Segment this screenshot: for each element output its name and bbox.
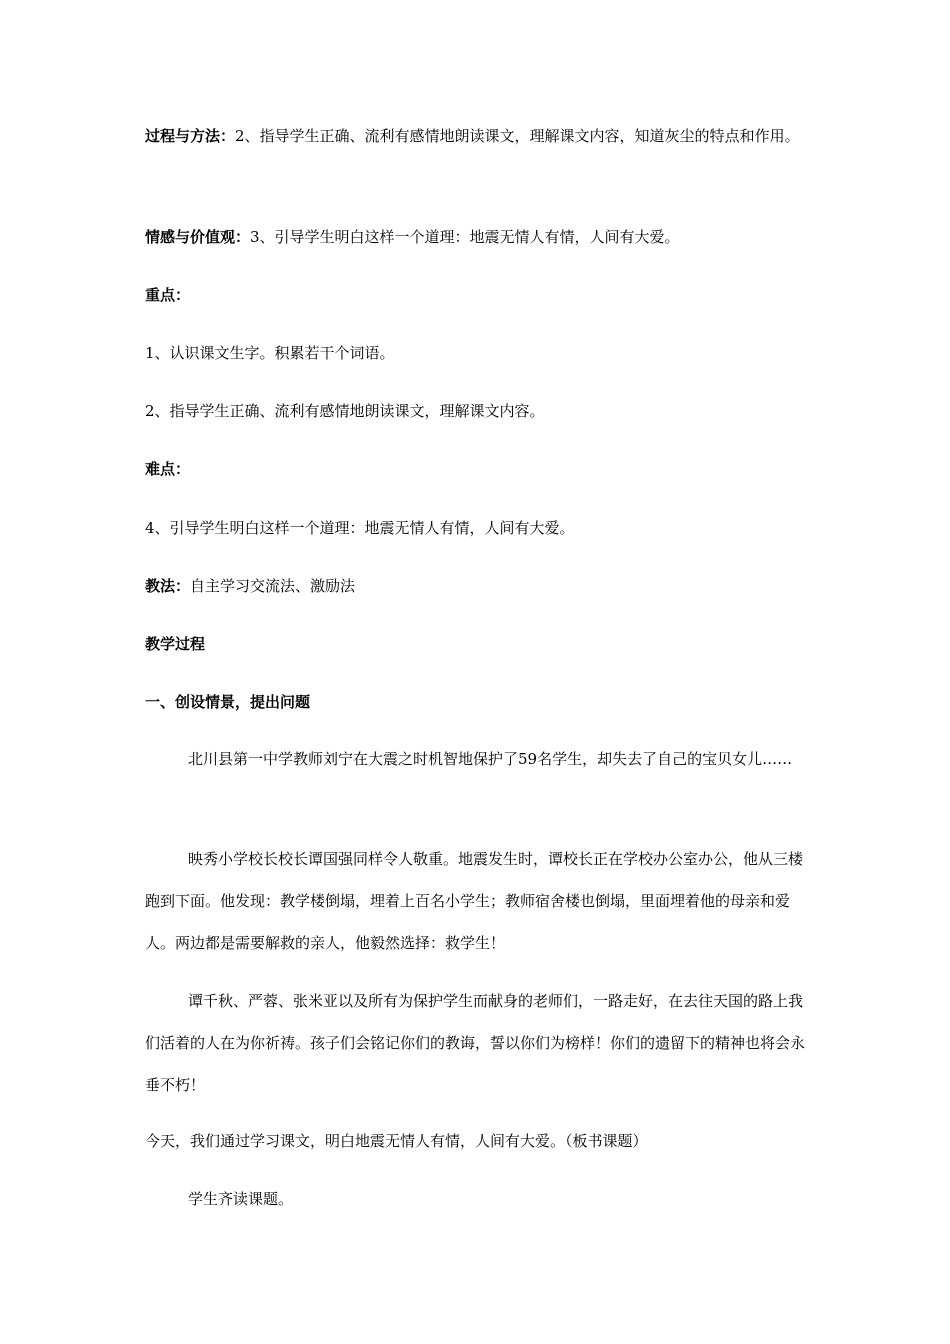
- story-paragraph-2: 映秀小学校长校长谭国强同样令人敬重。地震发生时，谭校长正在学校办公室办公，他从三楼跑到下面。他发现：教学楼倒塌，埋着上百名小学生；教师宿舍楼也倒塌，里面埋着他的母亲和爱人。两边都是需要解救的亲人，他毅然选择：救学生！: [145, 850, 804, 952]
- emotion-values-paragraph: [145, 216, 810, 258]
- teaching-process-heading: 教学过程: [145, 635, 206, 653]
- story-paragraph-3: 谭千秋、严蓉、张米亚以及所有为保护学生而献身的老师们，一路走好，在去往天国的路上我们活着的人在为你祈祷。孩子们会铭记你们的教诲，誓以你们为榜样！你们的遗留下的精神也将会永垂不朽！: [145, 992, 806, 1094]
- key-point-2: 2、指导学生正确、流利有感情地朗读课文，理解课文内容。: [145, 402, 545, 420]
- key-point-1: 1、认识课文生字。积累若干个词语。: [145, 344, 395, 362]
- emotion-values-label: 情感与价值观：: [145, 228, 251, 246]
- today-paragraph: 今天，我们通过学习课文，明白地震无情人有情，人间有大爱。（板书课题）: [145, 1132, 648, 1150]
- difficulty-1: 4、引导学生明白这样一个道理：地震无情人有情，人间有大爱。: [145, 519, 575, 537]
- teaching-method-text: 自主学习交流法、激励法: [190, 577, 356, 595]
- process-method-paragraph: [145, 115, 810, 157]
- teaching-method-label: 教法：: [145, 577, 191, 595]
- section-1-heading: 一、创设情景，提出问题: [145, 693, 311, 711]
- process-method-label: 过程与方法：: [145, 127, 236, 145]
- teaching-method-paragraph: [145, 565, 810, 607]
- difficulty-heading: 难点：: [145, 460, 191, 478]
- students-read-paragraph: 学生齐读课题。: [188, 1190, 294, 1208]
- process-method-text: 2、指导学生正确、流利有感情地朗读课文，理解课文内容，知道灰尘的特点和作用。: [235, 127, 800, 145]
- key-points-heading: 重点：: [145, 286, 191, 304]
- story-paragraph-1: 北川县第一中学教师刘宁在大震之时机智地保护了59名学生，却失去了自己的宝贝女儿……: [188, 750, 793, 768]
- emotion-values-text: 3、引导学生明白这样一个道理：地震无情人有情，人间有大爱。: [250, 228, 680, 246]
